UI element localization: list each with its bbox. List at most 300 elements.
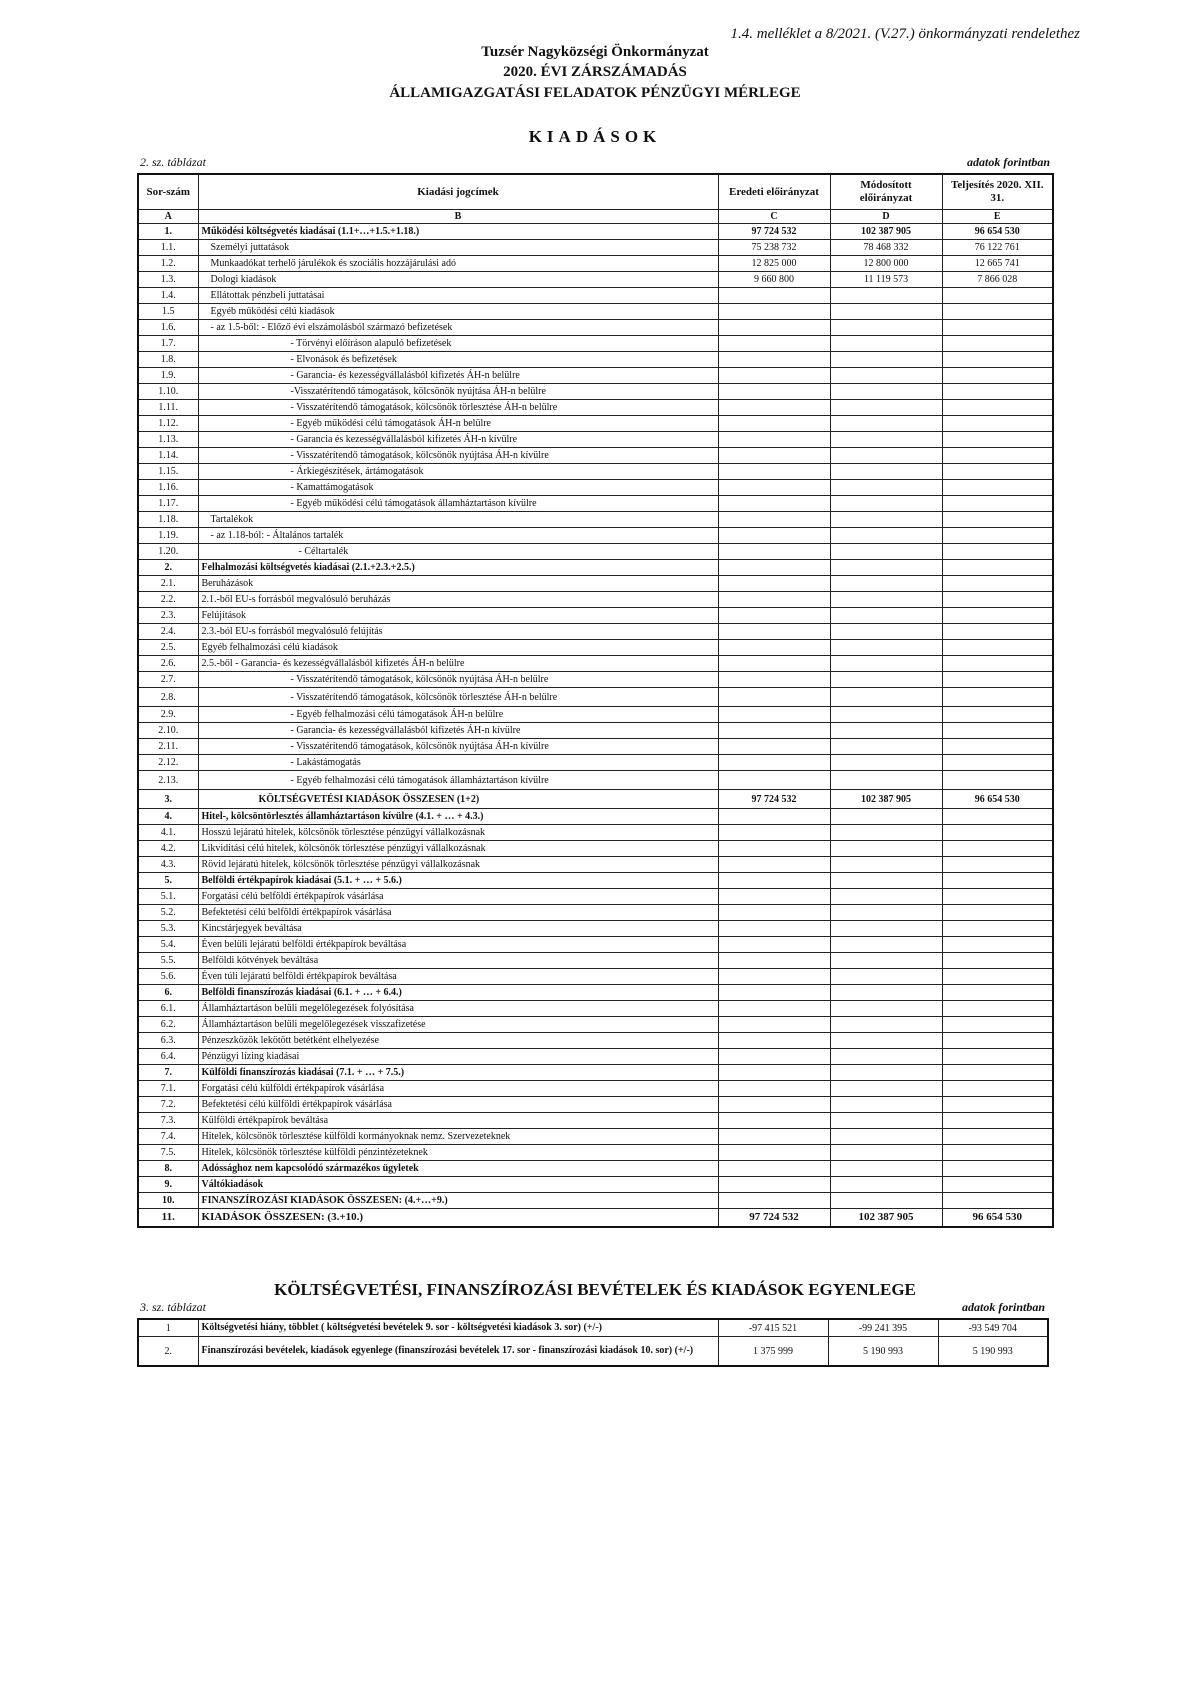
table-row: [138, 400, 1053, 416]
row-modified: [830, 512, 942, 528]
row-actual: [942, 771, 1053, 790]
row-modified: [830, 640, 942, 656]
row-no: 6.: [138, 985, 198, 1001]
row-original: [718, 1065, 830, 1081]
row-modified: [830, 1049, 942, 1065]
row-no: 1.9.: [138, 368, 198, 384]
row-no: 9.: [138, 1177, 198, 1193]
row-modified: 78 468 332: [830, 240, 942, 256]
row-actual: [942, 1033, 1053, 1049]
table-row: [138, 1129, 1053, 1145]
row-actual: [942, 889, 1053, 905]
table-row: [138, 985, 1053, 1001]
row-modified: [830, 1033, 942, 1049]
table-row: [138, 1033, 1053, 1049]
row-modified: [830, 985, 942, 1001]
row-name: Hitelek, kölcsönök törlesztése külföldi kormányoknak nemz. Szervezeteknek: [198, 1129, 718, 1145]
row-name: Egyéb működési célú kiadások: [198, 304, 718, 320]
row-original: [718, 889, 830, 905]
row-name: Dologi kiadások: [198, 272, 718, 288]
row-original: [718, 723, 830, 739]
row-modified: [830, 1145, 942, 1161]
table-row: [138, 921, 1053, 937]
row-actual: [942, 1065, 1053, 1081]
row-actual: [942, 921, 1053, 937]
table-row: [138, 496, 1053, 512]
table-row: [138, 1065, 1053, 1081]
balance-original: -97 415 521: [718, 1319, 828, 1337]
row-name: - Garancia- és kezességvállalásból kifizetés ÁH-n belülre: [198, 368, 718, 384]
balance-row: [138, 1319, 1048, 1337]
row-no: 2.7.: [138, 672, 198, 688]
row-original: [718, 825, 830, 841]
row-actual: [942, 937, 1053, 953]
header-actual: Teljesítés 2020. XII. 31.: [942, 174, 1053, 210]
row-modified: [830, 288, 942, 304]
row-name: Belföldi értékpapírok kiadásai (5.1. + … + 5.6.): [198, 873, 718, 889]
table-row: [138, 256, 1053, 272]
row-actual: [942, 368, 1053, 384]
row-original: [718, 512, 830, 528]
row-name: Likviditási célú hitelek, kölcsönök törlesztése pénzügyi vállalkozásnak: [198, 841, 718, 857]
row-original: [718, 640, 830, 656]
row-actual: 12 665 741: [942, 256, 1053, 272]
section-title: KIADÁSOK: [528, 127, 662, 146]
row-name: - Elvonások és befizetések: [198, 352, 718, 368]
row-name: Kincstárjegyek beváltása: [198, 921, 718, 937]
row-name: - Egyéb működési célú támogatások államháztartáson kívülre: [198, 496, 718, 512]
row-original: [718, 905, 830, 921]
row-modified: [830, 1081, 942, 1097]
table-row: [138, 825, 1053, 841]
row-name: Belföldi kötvények beváltása: [198, 953, 718, 969]
balance-no: 1: [138, 1319, 198, 1337]
row-original: [718, 1033, 830, 1049]
balance-modified: 5 190 993: [828, 1337, 938, 1367]
row-original: [718, 1177, 830, 1193]
row-no: 2.5.: [138, 640, 198, 656]
table-row: [138, 1161, 1053, 1177]
row-name: - az 1.5-ből: - Előző évi elszámolásból származó befizetések: [198, 320, 718, 336]
row-actual: [942, 1113, 1053, 1129]
row-name: - Céltartalék: [198, 544, 718, 560]
row-no: 2.4.: [138, 624, 198, 640]
row-name: - Törvényi előíráson alapuló befizetések: [198, 336, 718, 352]
row-no: 2.1.: [138, 576, 198, 592]
table-row: [138, 320, 1053, 336]
row-modified: 11 119 573: [830, 272, 942, 288]
row-name: - az 1.18-ból: - Általános tartalék: [198, 528, 718, 544]
table-row: [138, 624, 1053, 640]
table-row: [138, 1081, 1053, 1097]
row-no: 2.11.: [138, 739, 198, 755]
row-actual: [942, 512, 1053, 528]
row-name: Váltókiadások: [198, 1177, 718, 1193]
row-modified: [830, 1129, 942, 1145]
row-actual: 96 654 530: [942, 790, 1053, 809]
row-name: Rövid lejáratú hitelek, kölcsönök törlesztése pénzügyi vállalkozásnak: [198, 857, 718, 873]
table-row: [138, 969, 1053, 985]
table3-unit: adatok forintban: [961, 1300, 1045, 1314]
row-name: - Garancia és kezességvállalásból kifizetés ÁH-n kívülre: [198, 432, 718, 448]
row-no: 1.8.: [138, 352, 198, 368]
row-modified: [830, 857, 942, 873]
row-actual: [942, 1177, 1053, 1193]
row-original: [718, 755, 830, 771]
table-row: [138, 889, 1053, 905]
row-actual: [942, 624, 1053, 640]
table-row: [138, 224, 1053, 240]
row-actual: [942, 825, 1053, 841]
row-modified: [830, 576, 942, 592]
row-name: - Egyéb felhalmozási célú támogatások ÁH-n belülre: [198, 707, 718, 723]
row-actual: [942, 352, 1053, 368]
row-actual: [942, 464, 1053, 480]
row-actual: [942, 336, 1053, 352]
table-row: [138, 1145, 1053, 1161]
table-row: [138, 755, 1053, 771]
row-name: Működési költségvetés kiadásai (1.1+…+1.5.+1.18.): [198, 224, 718, 240]
row-no: 5.5.: [138, 953, 198, 969]
row-original: [718, 368, 830, 384]
row-no: 2.3.: [138, 608, 198, 624]
row-no: 4.1.: [138, 825, 198, 841]
balance-modified: -99 241 395: [828, 1319, 938, 1337]
row-original: 97 724 532: [718, 224, 830, 240]
header-modified: Módosított előirányzat: [830, 174, 942, 210]
row-name: Belföldi finanszírozás kiadásai (6.1. + … + 6.4.): [198, 985, 718, 1001]
letter-e: E: [942, 210, 1053, 224]
row-original: [718, 1129, 830, 1145]
row-actual: [942, 432, 1053, 448]
row-name: Pénzügyi lízing kiadásai: [198, 1049, 718, 1065]
row-original: [718, 672, 830, 688]
row-actual: [942, 1081, 1053, 1097]
row-no: 11.: [138, 1209, 198, 1228]
row-name: Egyéb felhalmozási célú kiadások: [198, 640, 718, 656]
row-actual: [942, 384, 1053, 400]
row-no: 2.: [138, 560, 198, 576]
row-actual: [942, 640, 1053, 656]
table-row: [138, 544, 1053, 560]
table-header-row: [138, 174, 1053, 210]
row-original: [718, 592, 830, 608]
row-original: [718, 576, 830, 592]
balance-no: 2.: [138, 1337, 198, 1367]
row-no: 1.5: [138, 304, 198, 320]
row-actual: [942, 1001, 1053, 1017]
row-original: [718, 873, 830, 889]
row-actual: [942, 560, 1053, 576]
row-actual: [942, 320, 1053, 336]
row-original: [718, 560, 830, 576]
row-actual: [942, 1161, 1053, 1177]
row-name: Külföldi finanszírozás kiadásai (7.1. + … + 7.5.): [198, 1065, 718, 1081]
row-original: [718, 688, 830, 707]
row-actual: 96 654 530: [942, 1209, 1053, 1228]
row-modified: [830, 1161, 942, 1177]
row-no: 1.12.: [138, 416, 198, 432]
table-row: [138, 1001, 1053, 1017]
row-name: Ellátottak pénzbeli juttatásai: [198, 288, 718, 304]
row-original: [718, 320, 830, 336]
row-modified: [830, 448, 942, 464]
table-row: [138, 841, 1053, 857]
report-year: 2020. ÉVI ZÁRSZÁMADÁS: [503, 64, 687, 80]
table-row: [138, 560, 1053, 576]
row-actual: [942, 1193, 1053, 1209]
row-no: 1.19.: [138, 528, 198, 544]
row-no: 2.8.: [138, 688, 198, 707]
row-original: [718, 809, 830, 825]
row-modified: [830, 656, 942, 672]
row-actual: [942, 528, 1053, 544]
row-no: 1.16.: [138, 480, 198, 496]
row-original: [718, 336, 830, 352]
row-name: Államháztartáson belüli megelőlegezések folyósítása: [198, 1001, 718, 1017]
letter-b: B: [198, 210, 718, 224]
row-actual: [942, 496, 1053, 512]
row-modified: [830, 496, 942, 512]
row-modified: [830, 432, 942, 448]
header-no: Sor-szám: [138, 174, 198, 210]
row-name: 2.5.-ből - Garancia- és kezességvállalásból kifizetés ÁH-n belülre: [198, 656, 718, 672]
row-name: Éven belüli lejáratú belföldi értékpapírok beváltása: [198, 937, 718, 953]
row-no: 8.: [138, 1161, 198, 1177]
row-no: 4.2.: [138, 841, 198, 857]
table-row: [138, 1097, 1053, 1113]
row-actual: [942, 448, 1053, 464]
row-no: 6.3.: [138, 1033, 198, 1049]
row-name: Államháztartáson belüli megelőlegezések visszafizetése: [198, 1017, 718, 1033]
row-modified: [830, 688, 942, 707]
balance-actual: -93 549 704: [938, 1319, 1048, 1337]
row-original: [718, 304, 830, 320]
row-modified: [830, 1065, 942, 1081]
row-modified: [830, 873, 942, 889]
row-name: - Garancia- és kezességvállalásból kifizetés ÁH-n kívülre: [198, 723, 718, 739]
table-row: [138, 576, 1053, 592]
balance-name: Finanszírozási bevételek, kiadások egyenlege (finanszírozási bevételek 17. sor - finanszírozási kiadások 10. sor) (+/-): [198, 1337, 718, 1367]
row-actual: [942, 1097, 1053, 1113]
row-original: [718, 969, 830, 985]
row-actual: [942, 608, 1053, 624]
annex-reference: 1.4. melléklet a 8/2021. (V.27.) önkormányzati rendelethez: [730, 26, 1080, 42]
row-actual: [942, 739, 1053, 755]
row-modified: [830, 1193, 942, 1209]
row-no: 6.1.: [138, 1001, 198, 1017]
row-name: - Visszatérítendő támogatások, kölcsönök nyújtása ÁH-n kívülre: [198, 448, 718, 464]
row-modified: [830, 1017, 942, 1033]
row-no: 1.: [138, 224, 198, 240]
row-no: 2.10.: [138, 723, 198, 739]
table-row: [138, 739, 1053, 755]
row-name: Adóssághoz nem kapcsolódó származékos ügyletek: [198, 1161, 718, 1177]
row-no: 1.1.: [138, 240, 198, 256]
table-row: [138, 790, 1053, 809]
row-name: Beruházások: [198, 576, 718, 592]
balance-name: Költségvetési hiány, többlet ( költségvetési bevételek 9. sor - költségvetési kiadások 3. sor) (+/-): [198, 1319, 718, 1337]
table-row: [138, 448, 1053, 464]
row-actual: [942, 969, 1053, 985]
header-name: Kiadási jogcímek: [198, 174, 718, 210]
row-actual: [942, 656, 1053, 672]
table-row: [138, 809, 1053, 825]
letter-c: C: [718, 210, 830, 224]
row-name: Hitelek, kölcsönök törlesztése külföldi pénzintézeteknek: [198, 1145, 718, 1161]
table-row: [138, 672, 1053, 688]
row-modified: [830, 320, 942, 336]
row-modified: [830, 1113, 942, 1129]
row-modified: [830, 905, 942, 921]
table-row: [138, 905, 1053, 921]
row-modified: [830, 1177, 942, 1193]
table-row: [138, 464, 1053, 480]
row-actual: [942, 985, 1053, 1001]
table-row: [138, 707, 1053, 723]
table-row: [138, 937, 1053, 953]
row-modified: 102 387 905: [830, 1209, 942, 1228]
row-name: Befektetési célú belföldi értékpapírok vásárlása: [198, 905, 718, 921]
row-name: Befektetési célú külföldi értékpapírok vásárlása: [198, 1097, 718, 1113]
row-modified: [830, 560, 942, 576]
row-original: 12 825 000: [718, 256, 830, 272]
row-modified: [830, 771, 942, 790]
row-no: 1.11.: [138, 400, 198, 416]
row-modified: [830, 755, 942, 771]
table-row: [138, 857, 1053, 873]
row-modified: [830, 953, 942, 969]
table-row: [138, 240, 1053, 256]
row-no: 1.10.: [138, 384, 198, 400]
row-original: 75 238 732: [718, 240, 830, 256]
balance-row: [138, 1337, 1048, 1367]
table-row: [138, 640, 1053, 656]
row-no: 7.5.: [138, 1145, 198, 1161]
row-no: 1.2.: [138, 256, 198, 272]
row-modified: [830, 368, 942, 384]
row-original: [718, 1017, 830, 1033]
row-original: [718, 841, 830, 857]
row-modified: [830, 336, 942, 352]
row-actual: [942, 809, 1053, 825]
row-no: 1.20.: [138, 544, 198, 560]
table-row: [138, 384, 1053, 400]
table-row: [138, 608, 1053, 624]
row-no: 7.2.: [138, 1097, 198, 1113]
row-actual: [942, 857, 1053, 873]
row-original: [718, 953, 830, 969]
table2-label: 2. sz. táblázat: [140, 155, 207, 169]
table-row: [138, 528, 1053, 544]
letter-a: A: [138, 210, 198, 224]
row-original: [718, 432, 830, 448]
row-actual: [942, 672, 1053, 688]
row-modified: [830, 384, 942, 400]
row-name: - Visszatérítendő támogatások, kölcsönök nyújtása ÁH-n belülre: [198, 672, 718, 688]
report-subtitle: ÁLLAMIGAZGATÁSI FELADATOK PÉNZÜGYI MÉRLEGE: [389, 85, 801, 101]
row-actual: [942, 480, 1053, 496]
row-actual: [942, 723, 1053, 739]
row-no: 10.: [138, 1193, 198, 1209]
table-row: [138, 416, 1053, 432]
table-row: [138, 771, 1053, 790]
row-original: [718, 400, 830, 416]
row-no: 2.2.: [138, 592, 198, 608]
row-actual: [942, 1145, 1053, 1161]
row-original: [718, 937, 830, 953]
row-original: [718, 1049, 830, 1065]
row-original: [718, 771, 830, 790]
row-original: [718, 288, 830, 304]
row-modified: [830, 464, 942, 480]
row-no: 5.1.: [138, 889, 198, 905]
table-row: [138, 1113, 1053, 1129]
row-modified: 102 387 905: [830, 224, 942, 240]
row-original: [718, 1193, 830, 1209]
table-row: [138, 1209, 1053, 1228]
row-name: - Árkiegészítések, ártámogatások: [198, 464, 718, 480]
row-original: [718, 480, 830, 496]
expenditure-table: [137, 173, 1054, 1228]
row-no: 5.2.: [138, 905, 198, 921]
row-original: [718, 1001, 830, 1017]
table-row: [138, 592, 1053, 608]
row-modified: [830, 809, 942, 825]
row-actual: [942, 288, 1053, 304]
row-no: 1.3.: [138, 272, 198, 288]
row-original: [718, 496, 830, 512]
row-name: Forgatási célú külföldi értékpapírok vásárlása: [198, 1081, 718, 1097]
row-modified: [830, 1097, 942, 1113]
row-no: 1.18.: [138, 512, 198, 528]
row-actual: [942, 304, 1053, 320]
row-actual: [942, 905, 1053, 921]
row-name: KIADÁSOK ÖSSZESEN: (3.+10.): [198, 1209, 718, 1228]
row-name: - Kamattámogatások: [198, 480, 718, 496]
row-name: FINANSZÍROZÁSI KIADÁSOK ÖSSZESEN: (4.+…+9.): [198, 1193, 718, 1209]
row-name: - Egyéb működési célú támogatások ÁH-n belülre: [198, 416, 718, 432]
row-no: 2.12.: [138, 755, 198, 771]
row-modified: [830, 544, 942, 560]
row-original: [718, 921, 830, 937]
row-name: Tartalékok: [198, 512, 718, 528]
row-name: Forgatási célú belföldi értékpapírok vásárlása: [198, 889, 718, 905]
row-name: Pénzeszközök lekötött betétként elhelyezése: [198, 1033, 718, 1049]
row-original: [718, 985, 830, 1001]
table-row: [138, 953, 1053, 969]
header-original: Eredeti előirányzat: [718, 174, 830, 210]
row-modified: [830, 921, 942, 937]
row-name: - Visszatérítendő támogatások, kölcsönök törlesztése ÁH-n belülre: [198, 688, 718, 707]
row-original: [718, 528, 830, 544]
row-modified: [830, 624, 942, 640]
row-name: Személyi juttatások: [198, 240, 718, 256]
row-no: 2.13.: [138, 771, 198, 790]
table-row: [138, 288, 1053, 304]
row-modified: 102 387 905: [830, 790, 942, 809]
row-actual: [942, 707, 1053, 723]
row-no: 6.4.: [138, 1049, 198, 1065]
row-name: -Visszatérítendő támogatások, kölcsönök nyújtása ÁH-n belülre: [198, 384, 718, 400]
row-original: [718, 707, 830, 723]
row-original: [718, 1145, 830, 1161]
table-row: [138, 873, 1053, 889]
row-actual: [942, 1049, 1053, 1065]
row-no: 2.6.: [138, 656, 198, 672]
row-original: [718, 608, 830, 624]
row-no: 1.15.: [138, 464, 198, 480]
